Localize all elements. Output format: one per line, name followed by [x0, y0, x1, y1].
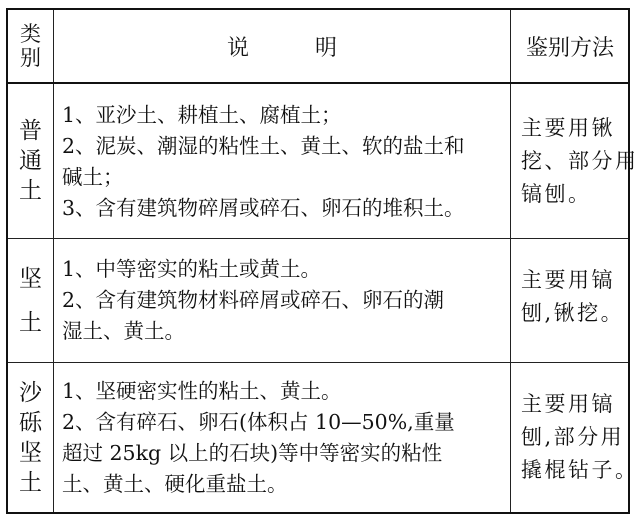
description-line: 2、泥炭、潮湿的粘性土、黄土、软的盐土和: [62, 134, 465, 158]
header-method: [511, 10, 629, 82]
method-line: 撬棍钻子。: [521, 458, 639, 482]
row-category-char: 砾: [19, 410, 42, 436]
description-line: 1、中等密实的粘土或黄土。: [62, 257, 322, 281]
description-line: 1、亚沙土、耕植土、腐植土；: [62, 103, 342, 127]
row-category-char: 土: [19, 177, 42, 204]
description-line: 2、含有建筑物材料碎屑或碎石、卵石的潮: [62, 288, 445, 312]
row-category-char: 普: [19, 117, 42, 144]
header-description-label: 说 明: [226, 35, 337, 61]
header-description: [54, 10, 510, 82]
description-line: 土、黄土、硬化重盐土。: [62, 472, 288, 496]
method-line: 刨,锹挖。: [521, 301, 625, 325]
header-category-line1: 类: [20, 22, 41, 46]
row-category-char: 土: [19, 470, 42, 496]
description-line: 2、含有碎石、卵石(体积占 10—50%,重量: [62, 410, 455, 434]
method-line: 镐刨。: [521, 182, 592, 206]
row-category-char: 通: [19, 147, 42, 174]
header-method-label: 鉴别方法: [525, 35, 614, 61]
row-method: [511, 242, 629, 362]
row-divider: [8, 362, 628, 363]
row-divider: [8, 238, 628, 239]
row-method: [511, 370, 639, 513]
description-line: 碱土；: [62, 165, 124, 189]
row-description: [54, 246, 510, 362]
description-line: 1、坚硬密实性的粘土、黄土。: [62, 379, 342, 403]
row-category: [8, 363, 53, 513]
description-line: 3、含有建筑物碎屑或碎石、卵石的堆积土。: [62, 196, 465, 220]
method-line: 主要用锹: [521, 116, 615, 140]
row-method: [511, 94, 639, 238]
method-line: 刨,部分用: [521, 425, 625, 449]
row-category-char: 坚: [19, 265, 42, 292]
method-line: 主要用镐: [521, 392, 615, 416]
header-category: [8, 10, 53, 82]
row-category-char: 沙: [19, 380, 42, 406]
row-category-char: 土: [19, 309, 42, 336]
method-line: 主要用镐: [521, 268, 615, 292]
row-description: [54, 92, 510, 238]
method-line: 挖、部分用: [521, 149, 639, 173]
row-category-char: 坚: [19, 440, 42, 466]
row-description: [54, 368, 510, 513]
soil-classification-table: [6, 8, 639, 514]
description-line: 超过 25kg 以上的石块)等中等密实的粘性: [62, 441, 443, 465]
header-category-line2: 别: [20, 46, 41, 70]
row-category: [8, 239, 53, 362]
description-line: 湿土、黄土。: [62, 319, 185, 343]
row-category: [8, 83, 53, 238]
header-divider: [8, 82, 628, 84]
